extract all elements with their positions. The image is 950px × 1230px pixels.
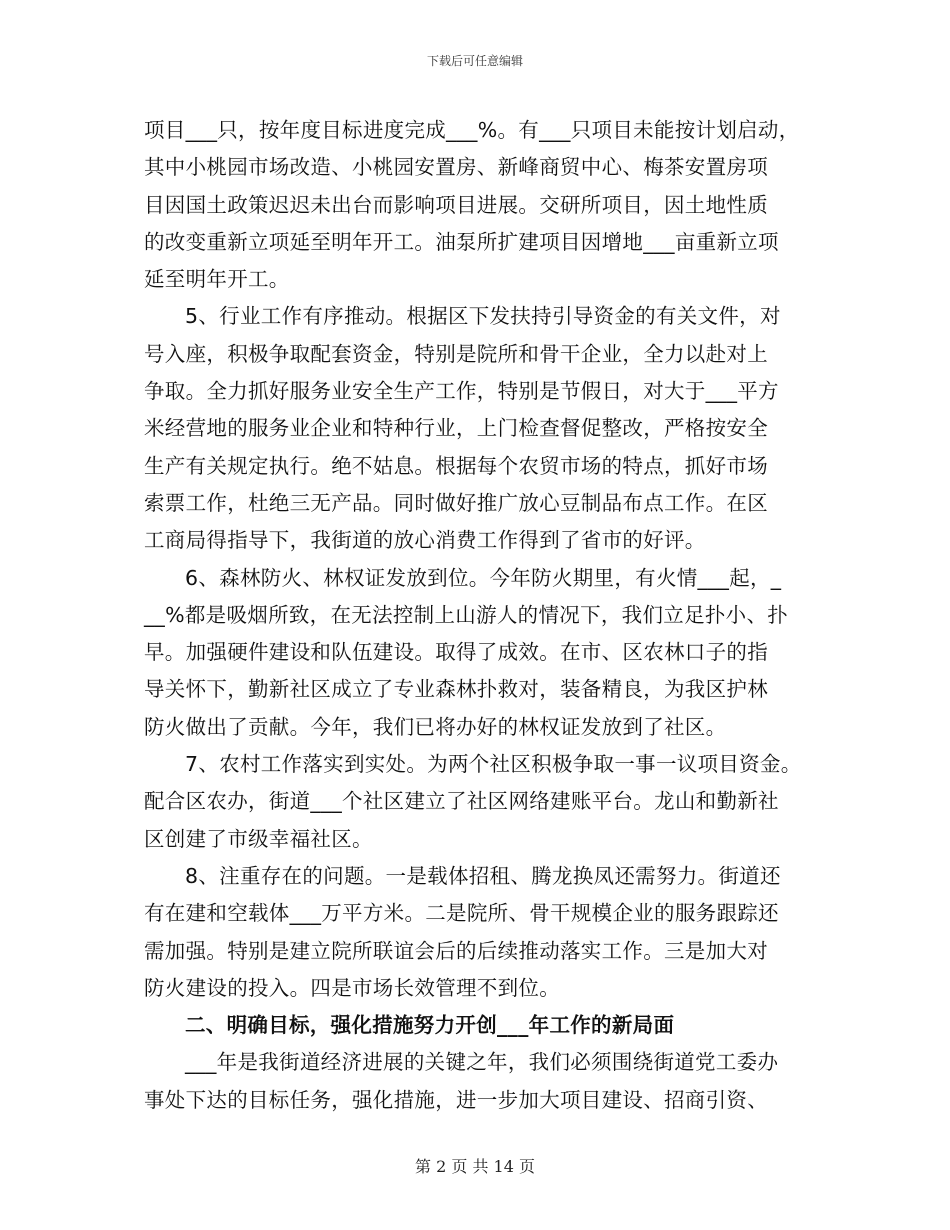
page-header: 下载后可任意编辑	[426, 54, 523, 68]
paragraph-line: ___年是我街道经济进展的关键之年，我们必须围绕街道党工委办	[185, 1050, 779, 1075]
paragraph-line: 8、注重存在的问题。一是载体招租、腾龙换凤还需努力。街道还	[185, 863, 781, 888]
paragraph-line: __%都是吸烟所致，在无法控制上山游人的情况下，我们立足扑小、扑	[144, 602, 789, 627]
paragraph-line: 生产有关规定执行。绝不姑息。根据每个农贸市场的特点，抓好市场	[144, 453, 768, 478]
paragraph-line: 索票工作，杜绝三无产品。同时做好推广放心豆制品布点工作。在区	[144, 490, 768, 515]
paragraph-line: 早。加强硬件建设和队伍建设。取得了成效。在市、区农林口子的指	[144, 640, 768, 665]
paragraph-line: 导关怀下，勤新社区成立了专业森林扑救对，装备精良，为我区护林	[144, 677, 768, 702]
paragraph-line: 的改变重新立项延至明年开工。油泵所扩建项目因增地___亩重新立项	[144, 229, 779, 254]
paragraph-line: 防火做出了贡献。今年，我们已将办好的林权证发放到了社区。	[144, 714, 727, 739]
paragraph-line: 目因国土政策迟迟未出台而影响项目进展。交研所项目，因土地性质	[144, 192, 768, 217]
paragraph-line: 争取。全力抓好服务业安全生产工作，特别是节假日，对大于___平方	[144, 379, 779, 404]
paragraph-line: 需加强。特别是建立院所联谊会后的后续推动落实工作。三是加大对	[144, 938, 768, 963]
paragraph-line: 5、行业工作有序推动。根据区下发扶持引导资金的有关文件，对	[185, 304, 781, 329]
paragraph-line: 防火建设的投入。四是市场长效管理不到位。	[144, 975, 560, 1000]
paragraph-line: 7、农村工作落实到实处。为两个社区积极争取一事一议项目资金。	[185, 752, 802, 777]
paragraph-line: 有在建和空载体___万平方米。二是院所、骨干规模企业的服务跟踪还	[144, 901, 779, 926]
paragraph-line: 工商局得指导下，我街道的放心消费工作得到了省市的好评。	[144, 528, 706, 553]
paragraph-line: 延至明年开工。	[144, 267, 290, 292]
paragraph-line: 米经营地的服务业企业和特种行业，上门检查督促整改，严格按安全	[144, 416, 768, 441]
paragraph-line: 区创建了市级幸福社区。	[144, 826, 373, 851]
paragraph-line: 事处下达的目标任务，强化措施，进一步加大项目建设、招商引资、	[144, 1087, 768, 1112]
paragraph-line: 号入座，积极争取配套资金，特别是院所和骨干企业，全力以赴对上	[144, 341, 768, 366]
paragraph-line: 项目___只，按年度目标进度完成___%。有___只项目未能按计划启动，	[144, 118, 800, 142]
page-footer: 第 2 页 共 14 页	[415, 1157, 535, 1176]
paragraph-line: 6、森林防火、林权证发放到位。今年防火期里，有火情___起，_	[185, 565, 782, 590]
paragraph-line: 其中小桃园市场改造、小桃园安置房、新峰商贸中心、梅茶安置房项	[144, 155, 768, 180]
section-heading: 二、明确目标，强化措施努力开创___年工作的新局面	[185, 1013, 675, 1038]
paragraph-line: 配合区农办，街道___个社区建立了社区网络建账平台。龙山和勤新社	[144, 789, 779, 814]
document-body	[144, 112, 824, 1119]
